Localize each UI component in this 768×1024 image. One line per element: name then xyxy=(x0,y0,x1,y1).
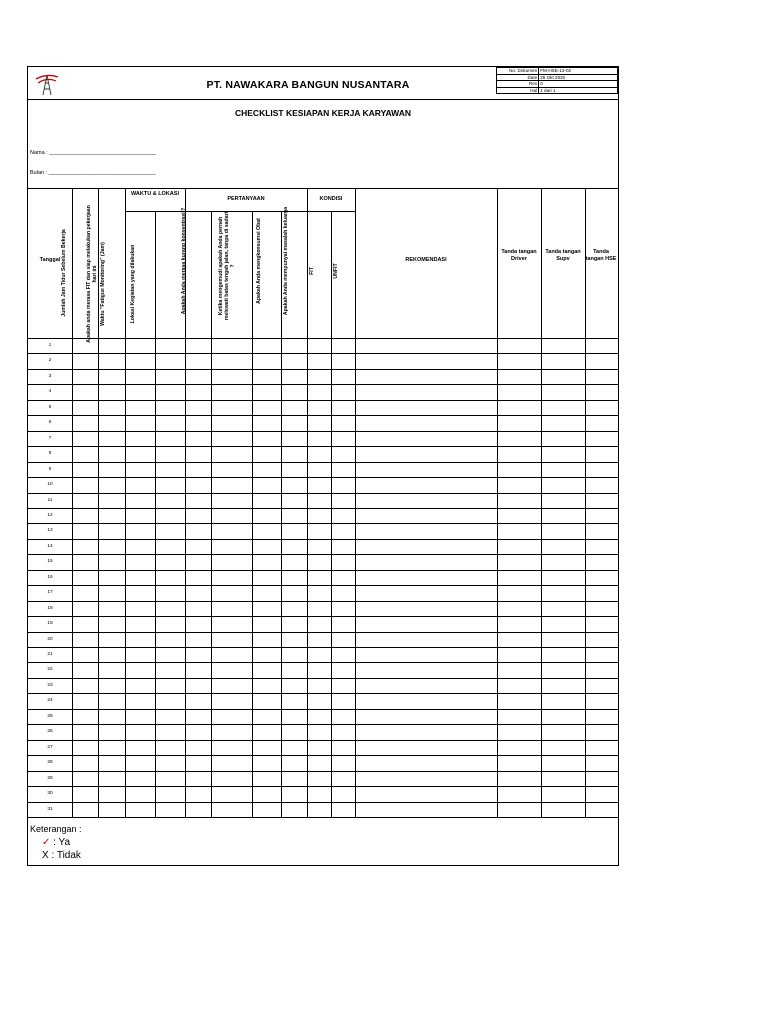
grid-hline xyxy=(28,740,618,741)
doc-info-label: No. Dokumen xyxy=(497,68,539,75)
grid-vline xyxy=(155,211,156,817)
grid-hline xyxy=(28,817,618,818)
grid-hline xyxy=(28,188,618,189)
grid-hline xyxy=(28,523,618,524)
row-number: 17 xyxy=(47,590,53,596)
row-number: 3 xyxy=(48,373,52,379)
row-number: 29 xyxy=(47,775,53,781)
row-number: 8 xyxy=(48,451,52,457)
row-number: 21 xyxy=(47,652,53,657)
doc-info-value: 1 dari 1 xyxy=(539,87,618,94)
grid-hline xyxy=(28,539,618,540)
check-icon: ✓ xyxy=(42,837,51,848)
grid-hline xyxy=(28,601,618,602)
grid-vline xyxy=(252,211,253,817)
header-jam-tidur: Jumlah Jam Tidur Sebelum Bekerja xyxy=(61,229,67,317)
header-group-pertanyaan: PERTANYAAN xyxy=(227,196,265,202)
row-number: 31 xyxy=(47,806,53,812)
grid-hline xyxy=(28,755,618,756)
grid-hline xyxy=(28,462,618,463)
doc-info-row xyxy=(497,74,618,81)
header-tanggal: Tanggal xyxy=(39,257,61,263)
header-ttd-driver: Tanda tangan Driver xyxy=(501,249,537,262)
grid-vline xyxy=(307,188,308,817)
legend-tidak-label: : Tidak xyxy=(51,850,81,861)
doc-info-value: 25 Okt 2020 xyxy=(539,74,618,81)
row-number: 13 xyxy=(47,528,53,534)
row-number: 9 xyxy=(48,466,52,472)
grid-hline xyxy=(28,709,618,710)
header-unfit: UNFIT xyxy=(333,263,339,279)
legend-tidak xyxy=(42,850,81,861)
grid-vline xyxy=(585,188,586,817)
grid-vline xyxy=(541,188,542,817)
row-number: 2 xyxy=(48,358,52,364)
row-number: 19 xyxy=(47,621,53,627)
row-number: 14 xyxy=(47,543,53,549)
row-number: 28 xyxy=(47,760,53,766)
header-fit: FIT xyxy=(309,267,315,275)
doc-info-label: Date xyxy=(497,74,539,81)
header-q1: Apakah Anda merasa kurang konsentrasi ? xyxy=(181,207,187,315)
row-number: 16 xyxy=(47,574,53,580)
grid-hline xyxy=(28,678,618,679)
header-q4: Apakah Anda mempunyai masalah keluarga xyxy=(283,206,289,316)
grid-hline xyxy=(28,415,618,416)
doc-info-label: Rev xyxy=(497,81,539,88)
form-title: CHECKLIST KESIAPAN KERJA KARYAWAN xyxy=(234,108,411,118)
row-number: 18 xyxy=(47,605,53,611)
grid-hline xyxy=(28,369,618,370)
grid-hline xyxy=(28,554,618,555)
row-number: 25 xyxy=(47,713,53,719)
grid-hline xyxy=(28,508,618,509)
grid-vline xyxy=(331,211,332,817)
legend-ya xyxy=(42,837,70,848)
grid-hline xyxy=(28,400,618,401)
doc-info-row xyxy=(497,81,618,88)
header-q2: Ketika mengemudi apakah Anda pernah melewati batas tengah jalan, tanpa di sadari ? xyxy=(218,211,236,321)
header-q3: Apakah Anda mengkonsumsi Obat xyxy=(256,218,262,304)
grid-hline xyxy=(28,431,618,432)
header-divider xyxy=(28,99,618,100)
grid-hline xyxy=(28,802,618,803)
header-group-waktu: WAKTU & LOKASI xyxy=(131,191,179,197)
grid-vline xyxy=(281,211,282,817)
grid-hline xyxy=(28,477,618,478)
row-number: 7 xyxy=(48,435,52,441)
nama-field[interactable]: Nama : ___________________________________ xyxy=(30,150,157,156)
row-number: 1 xyxy=(48,343,52,348)
bulan-field[interactable]: Bulan : ___________________________________ xyxy=(30,170,156,176)
grid-hline xyxy=(28,632,618,633)
grid-vline xyxy=(125,188,126,817)
row-number: 20 xyxy=(47,636,53,642)
doc-info-value: FM-HSE-13-02 xyxy=(539,68,618,75)
row-number: 26 xyxy=(47,729,53,735)
grid-hline xyxy=(28,771,618,772)
checklist-sheet xyxy=(27,66,619,866)
row-number: 22 xyxy=(47,667,53,673)
grid-hline xyxy=(28,662,618,663)
header-ttd-supv: Tanda tangan Supv xyxy=(545,249,581,262)
grid-hline xyxy=(28,446,618,447)
grid-vline xyxy=(211,211,212,817)
row-number: 30 xyxy=(47,791,53,797)
grid-hline xyxy=(28,493,618,494)
row-number: 11 xyxy=(47,497,53,503)
legend-ya-label: : Ya xyxy=(53,837,71,848)
grid-hline xyxy=(28,724,618,725)
header-lokasi: Lokasi Kegiatan yang dilakukan xyxy=(130,244,136,324)
grid-hline xyxy=(28,570,618,571)
row-number: 6 xyxy=(48,420,52,426)
company-logo-icon xyxy=(32,71,62,97)
header-group-kondisi: KONDISI xyxy=(319,196,343,202)
doc-info-row xyxy=(497,87,618,94)
row-number: 24 xyxy=(47,698,53,704)
row-number: 4 xyxy=(48,389,52,395)
company-name: PT. NAWAKARA BANGUN NUSANTARA xyxy=(206,79,410,91)
grid-hline xyxy=(28,786,618,787)
doc-info-value: 0 xyxy=(539,81,618,88)
row-number: 10 xyxy=(47,482,53,488)
doc-info-label: Hal xyxy=(497,87,539,94)
header-rekomendasi: REKOMENDASI xyxy=(405,257,447,263)
row-number: 5 xyxy=(48,404,52,410)
grid-hline xyxy=(28,384,618,385)
document-info-table xyxy=(496,67,618,94)
header-ttd-hse: Tanda tangan HSE xyxy=(585,249,617,262)
grid-hline xyxy=(28,585,618,586)
row-number: 23 xyxy=(47,682,53,688)
keterangan-title: Keterangan : xyxy=(30,824,82,834)
grid-hline xyxy=(28,616,618,617)
row-number: 12 xyxy=(47,512,53,518)
grid-hline xyxy=(28,353,618,354)
doc-info-row xyxy=(497,68,618,75)
grid-vline xyxy=(497,188,498,817)
x-icon: X xyxy=(42,850,49,861)
header-waktu: Waktu "Fatigue Monitoring" (Jam) xyxy=(100,242,106,326)
grid-vline xyxy=(355,188,356,817)
row-number: 15 xyxy=(47,559,53,565)
header-fit-siap: Apakah anda merasa FIT dan siap melakukan pekerjaan hari ini xyxy=(86,205,98,343)
grid-hline xyxy=(28,647,618,648)
grid-hline xyxy=(28,693,618,694)
row-number: 27 xyxy=(47,744,53,750)
